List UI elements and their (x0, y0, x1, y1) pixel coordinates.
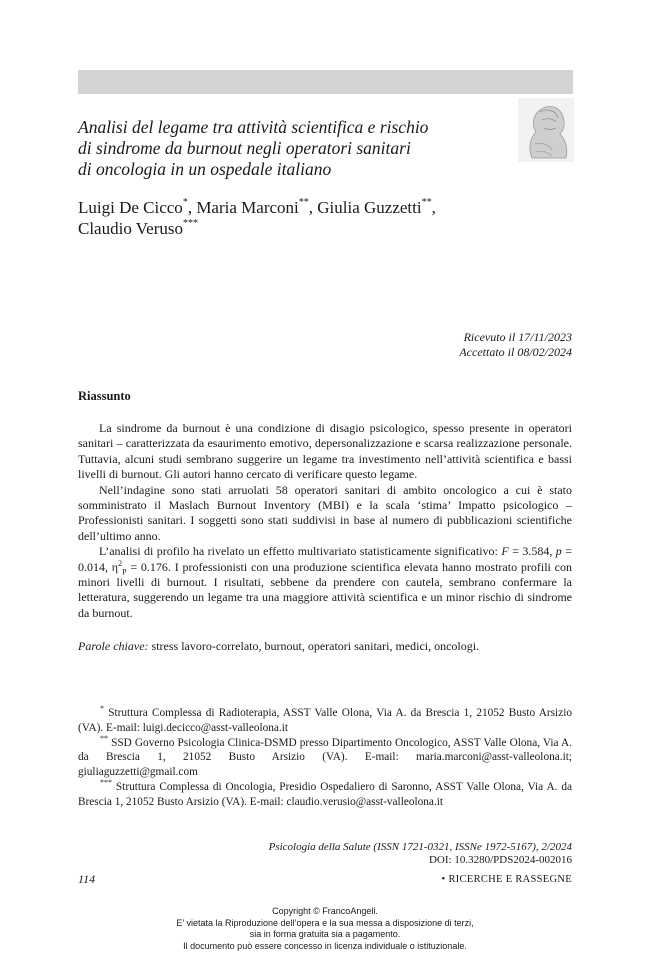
copyright-line: Copyright © FrancoAngeli. (272, 906, 378, 916)
abstract-text: = 3.584, (508, 544, 556, 559)
author-affiliation-mark: * (182, 197, 188, 209)
doi: DOI: 10.3280/PDS2024-002016 (428, 854, 572, 866)
abstract-body (78, 421, 572, 621)
stat-subscript: P (122, 567, 127, 577)
footnote-text: Struttura Complessa di Radioterapia, ASST Valle Olona, Via A. da Brescia 1, 21052 Busto Arsizio (VA). E-mail: luigi.decicco@asst-valleolona.it (78, 707, 572, 734)
author-affiliation-mark: ** (421, 197, 432, 209)
title-line: di sindrome da burnout negli operatori sanitari (78, 138, 411, 158)
footnote (78, 733, 572, 780)
keywords (78, 639, 572, 654)
author-affiliation-mark: ** (298, 197, 309, 209)
author-separator: , (308, 198, 318, 217)
portrait-engraving-icon (518, 98, 574, 162)
copyright-notice (0, 906, 650, 952)
footnote-text: Struttura Complessa di Oncologia, Presidio Ospedaliero di Saronno, ASST Valle Olona, Via A. da Brescia 1, 21052 Busto Arsizio (VA). E-mail: claudio.verusio@asst-valleolona.it (78, 780, 572, 808)
stat-symbol: F (501, 544, 509, 559)
footnote-mark: * (100, 704, 104, 714)
footnote (78, 706, 572, 736)
abstract-text: = 0.014, η (78, 544, 572, 574)
journal-name: Psicologia della Salute (ISSN 1721-0321, ISSNe 1972-5167), 2/2024 (268, 841, 572, 853)
title-line: Analisi del legame tra attività scientifica e rischio (78, 117, 429, 137)
footnote-mark: ** (100, 733, 108, 743)
journal-citation (269, 841, 572, 867)
header-bar (78, 70, 573, 94)
author-name: Luigi De Cicco (78, 198, 183, 217)
received-date: Ricevuto il 17/11/2023 (463, 330, 572, 344)
author-affiliation-mark: *** (183, 218, 198, 230)
author-list (78, 197, 558, 239)
stat-superscript: 2 (118, 558, 123, 568)
copyright-line: sia in forma gratuita sia a pagamento. (249, 929, 401, 939)
footnote-mark: *** (100, 778, 112, 788)
abstract-paragraph: Nell’indagine sono stati arruolati 58 operatori sanitari di ambito oncologico a cui è stato somministrato il Maslach Burnout Inventory (MBI) e la scala ‘stima’ Impatto psicologico – Professionisti sanitari. I soggetti sono stati suddivisi in base al numero di pubblicazioni scientifiche dell’ultimo anno. (78, 482, 572, 543)
abstract-text: = 0.176. I professionisti con una produzione scientifica elevata hanno mostrato profili con minori livelli di burnout. I risultati, sebbene da prendere con cautela, sembrano confermare la letteratura, suggerendo un legame tra una maggiore attività scientifica e un minor rischio di sindrome da burnout. (78, 559, 573, 620)
footnote (78, 780, 572, 810)
keywords-label: Parole chiave: (78, 639, 149, 653)
stat-symbol: p (555, 544, 562, 559)
submission-dates (459, 330, 572, 360)
title-line: di oncologia in un ospedale italiano (78, 159, 332, 179)
copyright-line: Il documento può essere concesso in licenza individuale o istituzionale. (183, 940, 467, 951)
author-name: Giulia Guzzetti (317, 198, 422, 217)
accepted-date: Accettato il 08/02/2024 (459, 345, 572, 359)
author-separator: , (431, 198, 436, 217)
section-label: • RICERCHE E RASSEGNE (441, 874, 572, 885)
abstract-paragraph (78, 544, 572, 621)
affiliation-footnotes (78, 706, 572, 810)
author-name: Maria Marconi (196, 198, 299, 217)
author-name: Claudio Veruso (78, 219, 183, 238)
copyright-line: E’ vietata la Riproduzione dell’opera e la sua messa a disposizione di terzi, (176, 917, 474, 928)
abstract-paragraph: La sindrome da burnout è una condizione di disagio psicologico, spesso presente in operatori sanitari – caratterizzata da esaurimento emotivo, depersonalizzazione e scarsa realizzazione personale. Tuttavia, alcuni studi sembrano suggerire un legame tra investimento nell’attività scientifica e bassi livelli di burnout. Gli autori hanno cercato di verificare questo legame. (78, 421, 572, 482)
abstract-text: L’analisi di profilo ha rivelato un effetto multivariato statisticamente significativo: (99, 544, 502, 559)
page-number: 114 (78, 872, 96, 886)
footnote-text: SSD Governo Psicologia Clinica-DSMD presso Dipartimento Oncologico, ASST Valle Olona, Via A. da Brescia 1, 21052 Busto Arsizio (VA). E-mail: maria.marconi@asst-valleolona.it; giuliaguzzetti@gmail.com (78, 736, 572, 779)
article-title (78, 117, 498, 180)
keywords-text: stress lavoro-correlato, burnout, operatori sanitari, medici, oncologi. (148, 639, 480, 653)
author-separator: , (187, 198, 197, 217)
abstract-heading: Riassunto (78, 389, 131, 403)
